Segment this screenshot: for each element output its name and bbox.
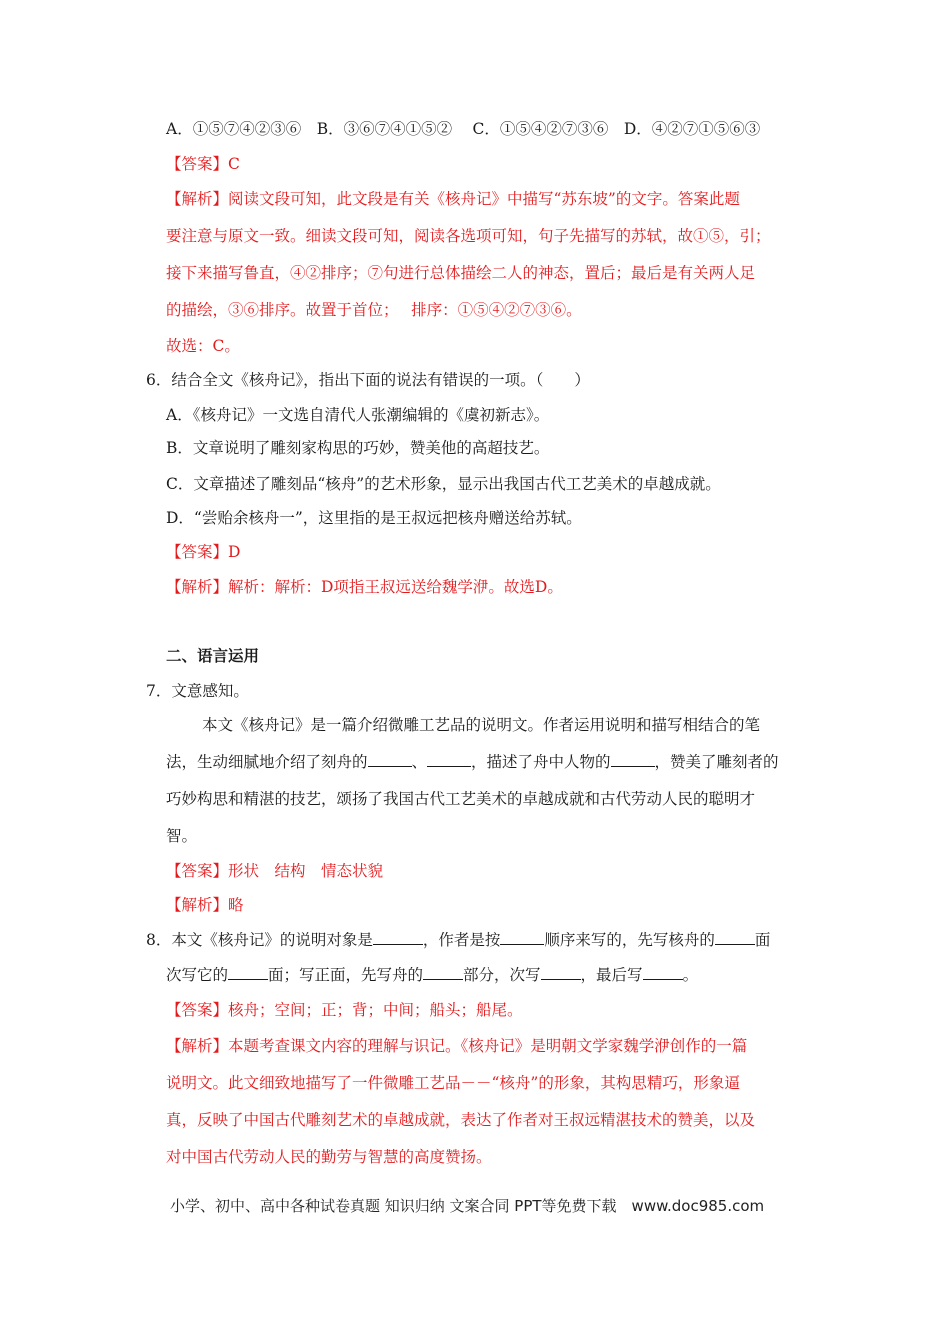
q7-para-line-4: 智。 [166,827,198,845]
blank-field[interactable] [541,965,581,980]
q8-text: ，最后写 [580,966,643,984]
q8-analysis-line-1: 【解析】本题考查课文内容的理解与识记。《核舟记》是明朝文学家魏学洢创作的一篇 [166,1037,748,1055]
q5-analysis-line-1: 【解析】阅读文段可知，此文段是有关《核舟记》中描写“苏东坡”的文字。答案此题 [166,190,740,208]
q6-option-a: A．《核舟记》一文选自清代人张潮编辑的《虞初新志》。 [166,406,550,424]
q7-text-d: ，赞美了雕刻者的 [654,753,779,771]
q6-answer: 【答案】D [166,543,241,561]
q7-answer: 【答案】形状 结构 情态状貌 [166,862,384,880]
q8-text: ，作者是按 [422,931,501,949]
q7-text-a: 法，生动细腻地介绍了刻舟的 [166,753,368,771]
blank-field[interactable] [373,930,423,945]
q7-para-line-3: 巧妙构思和精湛的技艺，颂扬了我国古代工艺美术的卓越成就和古代劳动人民的聪明才 [166,790,756,808]
q6-option-c: C．文章描述了雕刻品“核舟”的艺术形象，显示出我国古代工艺美术的卓越成就。 [166,475,721,493]
blank-field[interactable] [228,965,268,980]
q5-conclusion: 故选：C。 [166,337,240,355]
q8-text: 面；写正面，先写舟的 [268,966,424,984]
blank-field[interactable] [423,965,463,980]
q7-para-line-2 [166,751,779,773]
q7-text-b: 、 [411,753,428,771]
q5-answer: 【答案】C [166,155,240,173]
page-footer: 小学、初中、高中各种试卷真题 知识归纳 文案合同 PPT等免费下载 www.doc985.com [170,1197,765,1215]
q8-text: 顺序来写的，先写核舟的 [544,931,715,949]
q6-option-b: B．文章说明了雕刻家构思的巧妙，赞美他的高超技艺。 [166,439,550,457]
q8-analysis-line-2: 说明文。此文细致地描写了一件微雕工艺品－－“核舟”的形象，其构思精巧，形象逼 [166,1074,740,1092]
q6-stem: 6．结合全文《核舟记》，指出下面的说法有错误的一项。（ ） [146,371,590,389]
section-heading: 二、语言运用 [166,647,260,665]
q7-analysis: 【解析】略 [166,896,244,914]
q5-analysis-line-3: 接下来描写鲁直，④②排序；⑦句进行总体描绘二人的神态，置后；最后是有关两人足 [166,264,756,282]
q5-analysis-line-4: 的描绘，③⑥排序。故置于首位； 排序：①⑤④②⑦③⑥。 [166,301,582,319]
q6-analysis: 【解析】解析：解析：D项指王叔远送给魏学洢。故选D。 [166,578,563,596]
q6-option-d: D．“尝贻余核舟一”，这里指的是王叔远把核舟赠送给苏轼。 [166,509,582,527]
q8-text: 。 [682,966,699,984]
q5-options: A．①⑤⑦④②③⑥ B．③⑥⑦④①⑤② C．①⑤④②⑦③⑥ D．④②⑦①⑤⑥③ [166,120,761,138]
blank-field[interactable] [368,752,412,767]
q8-text: 部分，次写 [463,966,541,984]
q8-text: 面 [754,931,771,949]
q8-answer: 【答案】核舟；空间；正；背；中间；船头；船尾。 [166,1001,523,1019]
blank-field[interactable] [427,752,471,767]
blank-field[interactable] [643,965,683,980]
q5-analysis-line-2: 要注意与原文一致。细读文段可知，阅读各选项可知，句子先描写的苏轼，故①⑤，引； [166,227,771,245]
blank-field[interactable] [611,752,655,767]
q7-text-c: ，描述了舟中人物的 [471,753,611,771]
q8-analysis-line-4: 对中国古代劳动人民的勤劳与智慧的高度赞扬。 [166,1148,492,1166]
q8-analysis-line-3: 真，反映了中国古代雕刻艺术的卓越成就，表达了作者对王叔远精湛技术的赞美，以及 [166,1111,756,1129]
q8-text: 8．本文《核舟记》的说明对象是 [146,931,373,949]
blank-field[interactable] [500,930,544,945]
q7-para-line-1: 本文《核舟记》是一篇介绍微雕工艺品的说明文。作者运用说明和描写相结合的笔 [202,716,761,734]
q8-stem-line-1 [146,929,770,951]
blank-field[interactable] [715,930,755,945]
q8-text: 次写它的 [166,966,229,984]
q8-stem-line-2 [166,964,698,986]
q7-stem: 7．文意感知。 [146,682,249,700]
